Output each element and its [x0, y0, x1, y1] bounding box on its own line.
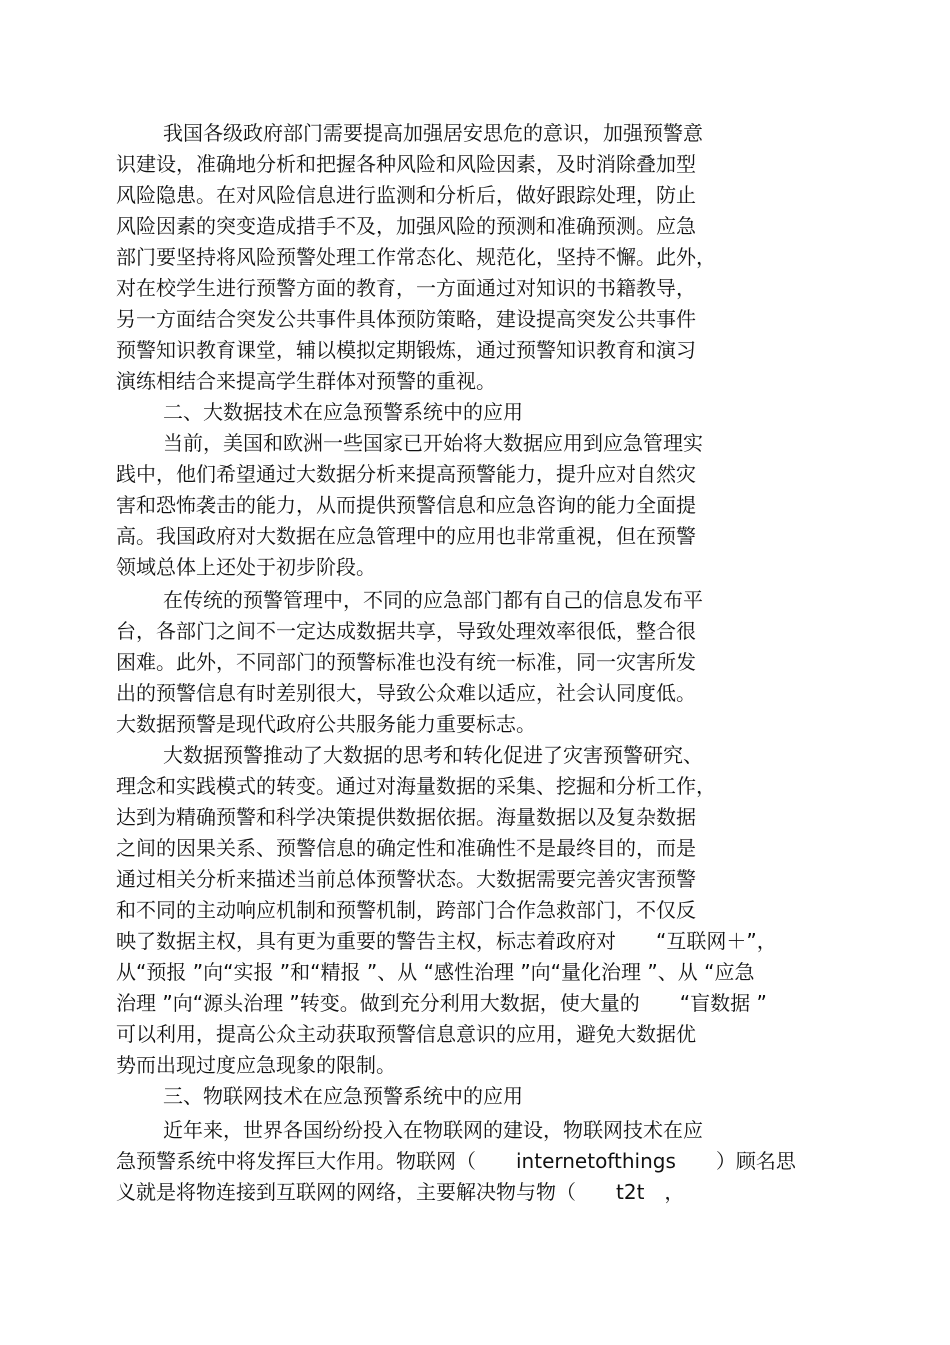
paragraph-line: 预警知识教育课堂，辅以模拟定期锻炼，通过预警知识教育和演习: [116, 338, 696, 362]
paragraph-line: 急预警系统中将发挥巨大作用。物联网（ internetofthings ）顾名思: [116, 1149, 796, 1173]
paragraph-line: 演练相结合来提高学生群体对预警的重视。: [116, 369, 496, 393]
paragraph-line: 另一方面结合突发公共事件具体预防策略，建设提高突发公共事件: [116, 307, 696, 331]
paragraph-line: 达到为精确预警和科学决策提供数据依据。海量数据以及复杂数据: [116, 805, 696, 829]
paragraph-line: 理念和实践模式的转变。通过对海量数据的采集、挖掘和分析工作，: [116, 774, 716, 798]
paragraph-line: 出的预警信息有时差别很大，导致公众难以适应，社会认同度低。: [116, 681, 696, 705]
paragraph-line: 领域总体上还处于初步阶段。: [116, 555, 376, 579]
paragraph-line: 势而出现过度应急现象的限制。: [116, 1053, 396, 1077]
paragraph-line: 风险隐患。在对风险信息进行监测和分析后，做好跟踪处理，防止: [116, 183, 696, 207]
paragraph-line: 识建设，准确地分析和把握各种风险和风险因素，及时消除叠加型: [116, 152, 696, 176]
paragraph-line: 困难。此外，不同部门的预警标准也没有统一标准，同一灾害所发: [116, 650, 696, 674]
paragraph-line: 风险因素的突变造成措手不及，加强风险的预测和准确预测。应急: [116, 214, 696, 238]
paragraph-line: 通过相关分析来描述当前总体预警状态。大数据需要完善灾害预警: [116, 867, 696, 891]
section-heading: 三、物联网技术在应急预警系统中的应用: [163, 1084, 523, 1108]
paragraph-line: 治理 ”向“源头治理 ”转变。做到充分利用大数据，使大量的 “盲数据 ”: [116, 991, 767, 1015]
paragraph-line: 当前，美国和欧洲一些国家已开始将大数据应用到应急管理实: [163, 431, 703, 455]
paragraph-line: 可以利用，提高公众主动获取预警信息意识的应用，避免大数据优: [116, 1022, 696, 1046]
paragraph-line: 大数据预警是现代政府公共服务能力重要标志。: [116, 712, 536, 736]
paragraph-line: 近年来，世界各国纷纷投入在物联网的建设，物联网技术在应: [163, 1118, 703, 1142]
section-heading: 二、大数据技术在应急预警系统中的应用: [163, 400, 523, 424]
paragraph-line: 和不同的主动响应机制和预警机制，跨部门合作急救部门，不仅反: [116, 898, 696, 922]
paragraph-line: 在传统的预警管理中，不同的应急部门都有自己的信息发布平: [163, 588, 703, 612]
paragraph-line: 部门要坚持将风险预警处理工作常态化、规范化，坚持不懈。此外，: [116, 245, 716, 269]
paragraph-line: 高。我国政府对大数据在应急管理中的应用也非常重視，但在预警: [116, 524, 696, 548]
paragraph-line: 我国各级政府部门需要提高加强居安思危的意识，加强预警意: [163, 121, 703, 145]
paragraph-line: 大数据预警推动了大数据的思考和转化促进了灾害预警研究、: [163, 743, 703, 767]
paragraph-line: 从“预报 ”向“实报 ”和“精报 ”、从 “感性治理 ”向“量化治理 ”、从 “应急: [116, 960, 755, 984]
paragraph-line: 对在校学生进行预警方面的教育，一方面通过对知识的书籍教导，: [116, 276, 696, 300]
paragraph-line: 害和恐怖袭击的能力，从而提供预警信息和应急咨询的能力全面提: [116, 493, 696, 517]
paragraph-line: 践中，他们希望通过大数据分析来提高预警能力，提升应对自然灾: [116, 462, 696, 486]
paragraph-line: 台，各部门之间不一定达成数据共享，导致处理效率很低，整合很: [116, 619, 696, 643]
paragraph-line: 映了数据主权，具有更为重要的警告主权，标志着政府对 “互联网＋”，: [116, 929, 777, 953]
paragraph-line: 之间的因果关系、预警信息的确定性和准确性不是最终目的，而是: [116, 836, 696, 860]
paragraph-line: 义就是将物连接到互联网的网络，主要解决物与物（ t2t ，: [116, 1180, 685, 1204]
